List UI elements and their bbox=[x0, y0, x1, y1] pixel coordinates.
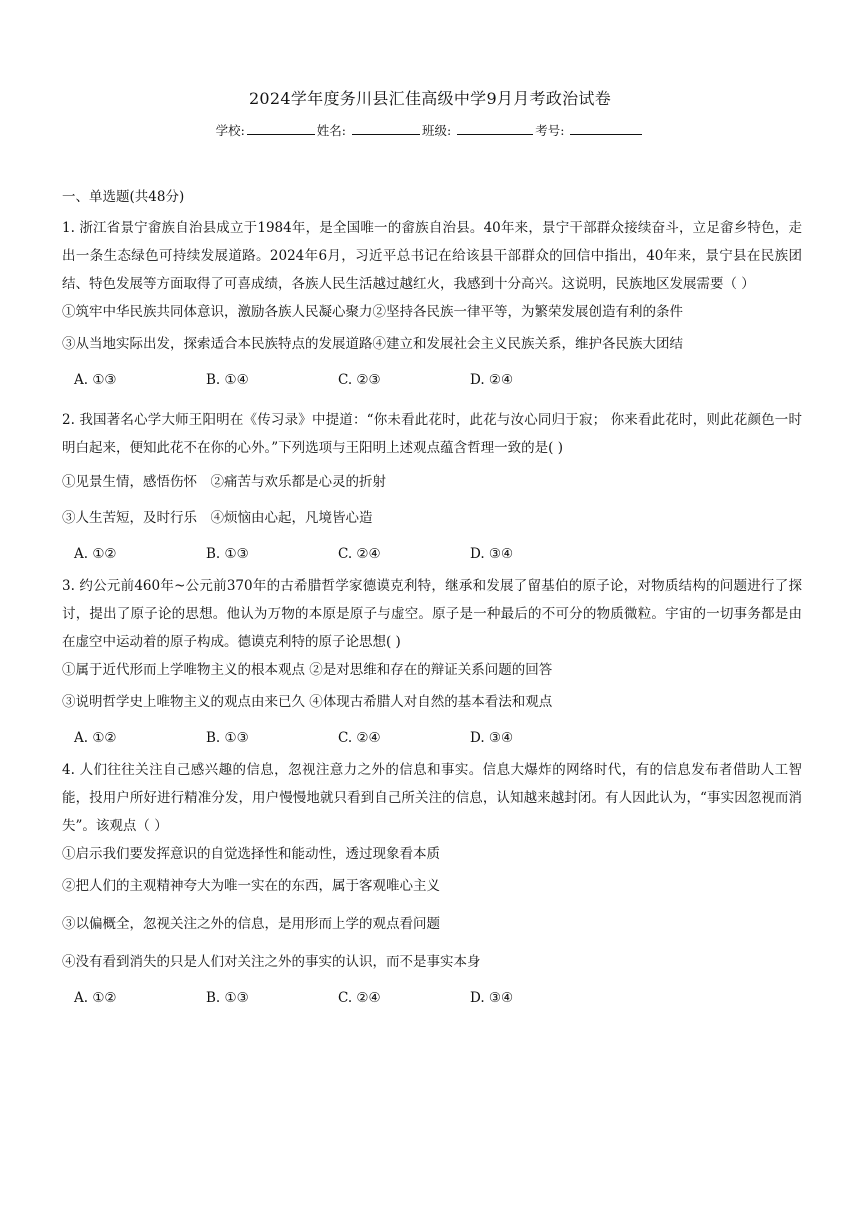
statement-line: ③从当地实际出发，探索适合本民族特点的发展道路④建立和发展社会主义民族关系，维护各民族大团结 bbox=[62, 336, 683, 352]
choice-c[interactable]: C. ②④ bbox=[338, 546, 381, 562]
choice-c[interactable]: C. ②④ bbox=[338, 730, 381, 746]
statement-line: ①筑牢中华民族共同体意识，激励各族人民凝心聚力②坚持各民族一律平等，为繁荣发展创造有利的条件 bbox=[62, 304, 683, 320]
answer-choices bbox=[62, 728, 802, 748]
student-info-line bbox=[0, 121, 860, 139]
school-blank bbox=[247, 122, 315, 135]
choice-b[interactable]: B. ①④ bbox=[206, 372, 249, 388]
choice-a[interactable]: A. ①② bbox=[74, 546, 117, 562]
question-stem: 2. 我国著名心学大师王阳明在《传习录》中提道：“你未看此花时，此花与汝心同归于寂； 你来看此花时，则此花颜色一时明白起来，便知此花不在你的心外。”下列选项与王阳明上述观点蕴含哲理一致的是( ) bbox=[62, 412, 802, 456]
statement-line: ③人生苦短，及时行乐 ④烦恼由心起，凡境皆心造 bbox=[62, 510, 373, 526]
choice-a[interactable]: A. ①③ bbox=[74, 372, 117, 388]
choice-c[interactable]: C. ②④ bbox=[338, 990, 381, 1006]
choice-a[interactable]: A. ①② bbox=[74, 990, 117, 1006]
exam-title: 2024学年度务川县汇佳高级中学9月月考政治试卷 bbox=[248, 89, 612, 108]
exam-no-blank bbox=[570, 122, 642, 135]
exam-no-label: 考号: bbox=[535, 123, 565, 138]
choice-d[interactable]: D. ②④ bbox=[470, 372, 514, 388]
school-label: 学校: bbox=[215, 123, 245, 138]
choice-d[interactable]: D. ③④ bbox=[470, 546, 514, 562]
statement-line: ①启示我们要发挥意识的自觉选择性和能动性，透过现象看本质 bbox=[62, 846, 440, 862]
question-stem: 1. 浙江省景宁畲族自治县成立于1984年，是全国唯一的畲族自治县。40年来，景宁干部群众接续奋斗，立足畲乡特色，走出一条生态绿色可持续发展道路。2024年6月，习近平总书记在给该县干部群众的回信中指出，40年来，景宁县在民族团结、特色发展等方面取得了可喜成绩，各族人民生活越过越红火，我感到十分高兴。这说明，民族地区发展需要（ ） bbox=[62, 220, 802, 292]
statement-line: ②把人们的主观精神夸大为唯一实在的东西，属于客观唯心主义 bbox=[62, 878, 440, 894]
choice-c[interactable]: C. ②③ bbox=[338, 372, 381, 388]
choice-a[interactable]: A. ①② bbox=[74, 730, 117, 746]
class-label: 班级: bbox=[422, 123, 452, 138]
section-title: 一、单选题(共48分) bbox=[62, 189, 185, 205]
class-blank bbox=[457, 122, 533, 135]
question-stem: 4. 人们往往关注自己感兴趣的信息，忽视注意力之外的信息和事实。信息大爆炸的网络时代，有的信息发布者借助人工智能，投用户所好进行精准分发，用户慢慢地就只看到自己所关注的信息，认知越来越封闭。有人因此认为，“事实因忽视而消失”。该观点（ ） bbox=[62, 762, 802, 834]
choice-b[interactable]: B. ①③ bbox=[206, 546, 249, 562]
question-4 bbox=[62, 756, 802, 1008]
choice-d[interactable]: D. ③④ bbox=[470, 990, 514, 1006]
name-blank bbox=[352, 122, 420, 135]
question-1 bbox=[62, 214, 802, 390]
question-3 bbox=[62, 572, 802, 748]
choice-b[interactable]: B. ①③ bbox=[206, 730, 249, 746]
name-label: 姓名: bbox=[316, 123, 347, 138]
question-2 bbox=[62, 406, 802, 564]
choice-b[interactable]: B. ①③ bbox=[206, 990, 249, 1006]
statement-line: ①属于近代形而上学唯物主义的根本观点 ②是对思维和存在的辩证关系问题的回答 bbox=[62, 662, 553, 678]
answer-choices bbox=[62, 544, 802, 564]
answer-choices bbox=[62, 988, 802, 1008]
statement-line: ③以偏概全，忽视关注之外的信息，是用形而上学的观点看问题 bbox=[62, 916, 440, 932]
statement-line: ③说明哲学史上唯物主义的观点由来已久 ④体现古希腊人对自然的基本看法和观点 bbox=[62, 694, 553, 710]
exam-content bbox=[62, 186, 802, 1024]
question-stem: 3. 约公元前460年~公元前370年的古希腊哲学家德谟克利特，继承和发展了留基伯的原子论，对物质结构的问题进行了探讨，提出了原子论的思想。他认为万物的本原是原子与虚空。原子是一种最后的不可分的物质微粒。宇宙的一切事务都是由在虚空中运动着的原子构成。德谟克利特的原子论思想( ) bbox=[62, 578, 802, 650]
statement-line: ④没有看到消失的只是人们对关注之外的事实的认识，而不是事实本身 bbox=[62, 954, 481, 970]
answer-choices bbox=[62, 370, 802, 390]
choice-d[interactable]: D. ③④ bbox=[470, 730, 514, 746]
statement-line: ①见景生情，感悟伤怀 ②痛苦与欢乐都是心灵的折射 bbox=[62, 474, 386, 490]
